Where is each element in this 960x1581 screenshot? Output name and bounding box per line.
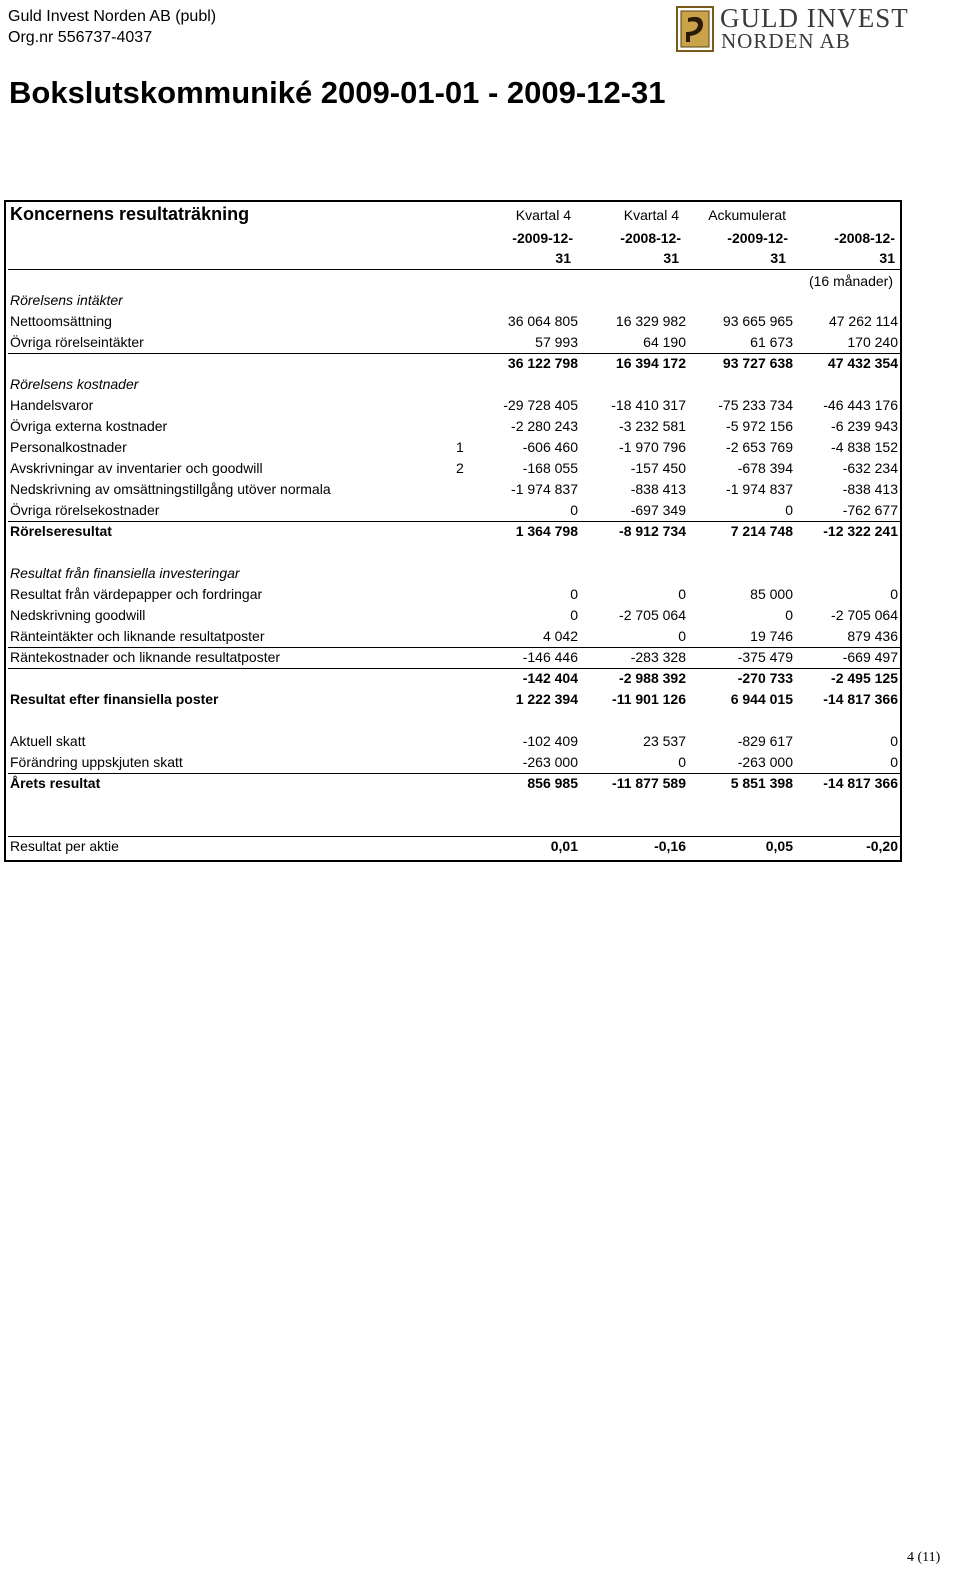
table-row — [8, 332, 900, 354]
row-value: 0 — [570, 586, 578, 602]
row-value: -829 617 — [737, 733, 793, 749]
row-value: 16 394 172 — [615, 355, 686, 371]
row-value: -102 409 — [522, 733, 578, 749]
row-value: -1 970 796 — [619, 439, 686, 455]
row-value: -157 450 — [630, 460, 686, 476]
row-value: 23 537 — [643, 733, 686, 749]
row-label: Avskrivningar av inventarier och goodwill — [10, 460, 263, 476]
row-label: Övriga externa kostnader — [10, 418, 168, 434]
row-value: 0 — [678, 628, 686, 644]
column-date-header: -2009-12- — [727, 230, 788, 246]
page-number: 4 (11) — [907, 1550, 941, 1565]
row-label: Övriga rörelseintäkter — [10, 334, 144, 350]
row-label: Rörelsens kostnader — [10, 376, 139, 392]
row-value: -8 912 734 — [619, 523, 686, 539]
row-value: 0,01 — [550, 838, 578, 854]
table-row — [8, 395, 900, 416]
table-row — [8, 374, 900, 395]
row-value: -12 322 241 — [823, 523, 898, 539]
table-row — [8, 542, 900, 563]
logo-text-line2: NORDEN AB — [721, 29, 851, 53]
column-date-header-line2: 31 — [879, 250, 895, 266]
row-value: -146 446 — [522, 649, 578, 665]
logo-emblem-icon — [676, 6, 714, 52]
row-value: -838 413 — [842, 481, 898, 497]
row-value: -142 404 — [522, 670, 578, 686]
row-value: -1 974 837 — [511, 481, 578, 497]
logo-text-line1: GULD INVEST — [720, 3, 909, 33]
row-value: -0,20 — [866, 838, 898, 854]
row-value: 47 432 354 — [827, 355, 898, 371]
document-title: Bokslutskommuniké 2009-01-01 - 2009-12-31 — [9, 75, 666, 110]
row-value: -2 988 392 — [619, 670, 686, 686]
row-value: 0 — [890, 586, 898, 602]
row-value: -263 000 — [737, 754, 793, 770]
table-row — [8, 668, 900, 689]
table-row — [8, 290, 900, 311]
row-label: Handelsvaror — [10, 397, 94, 413]
row-value: -375 479 — [737, 649, 793, 665]
row-value: -678 394 — [737, 460, 793, 476]
column-date-header: -2008-12- — [620, 230, 681, 246]
row-value: -1 974 837 — [726, 481, 793, 497]
column-date-header: -2009-12- — [512, 230, 573, 246]
row-label: Rörelseresultat — [10, 523, 112, 539]
row-value: -669 497 — [842, 649, 898, 665]
row-value: -2 495 125 — [831, 670, 898, 686]
row-value: -632 234 — [842, 460, 898, 476]
row-value: -2 280 243 — [511, 418, 578, 434]
table-heading: Koncernens resultaträkning — [10, 204, 250, 224]
table-row — [8, 773, 900, 794]
row-value: 93 665 965 — [722, 313, 793, 329]
row-label: Resultat per aktie — [10, 838, 119, 854]
company-name: Guld Invest Norden AB (publ) — [8, 8, 217, 25]
row-value: 47 262 114 — [828, 313, 898, 329]
row-value: 0 — [785, 607, 793, 623]
row-label: Övriga rörelsekostnader — [10, 502, 160, 518]
row-value: -263 000 — [522, 754, 578, 770]
row-label: Årets resultat — [10, 775, 101, 791]
table-row — [8, 689, 900, 710]
row-value: 1 222 394 — [515, 691, 578, 707]
column-group-header: Kvartal 4 — [623, 207, 679, 223]
table-row — [8, 500, 900, 522]
row-value: -606 460 — [522, 439, 578, 455]
period-note: (16 månader) — [808, 273, 893, 289]
row-label: Nedskrivning av omsättningstillgång utöver normala — [10, 481, 331, 497]
row-label: Personalkostnader — [10, 439, 127, 455]
table-row — [8, 731, 900, 752]
row-value: -2 705 064 — [831, 607, 898, 623]
row-value: 6 944 015 — [730, 691, 793, 707]
row-value: 0 — [570, 607, 578, 623]
row-value: -18 410 317 — [611, 397, 686, 413]
row-label: Rörelsens intäkter — [10, 292, 123, 308]
row-value: -270 733 — [737, 670, 793, 686]
row-value: 856 985 — [527, 775, 578, 791]
row-value: -14 817 366 — [823, 775, 898, 791]
table-row — [8, 752, 900, 774]
row-value: -697 349 — [630, 502, 686, 518]
row-value: -5 972 156 — [726, 418, 793, 434]
row-value: -75 233 734 — [718, 397, 793, 413]
column-date-header-line2: 31 — [770, 250, 786, 266]
org-number: Org.nr 556737-4037 — [8, 29, 153, 46]
table-row — [8, 836, 900, 857]
row-value: 64 190 — [643, 334, 686, 350]
row-value: 61 673 — [750, 334, 793, 350]
row-value: 0 — [890, 754, 898, 770]
column-group-header: Kvartal 4 — [515, 207, 571, 223]
row-value: -29 728 405 — [503, 397, 578, 413]
row-value: 36 064 805 — [507, 313, 578, 329]
row-label: Räntekostnader och liknande resultatposter — [10, 649, 281, 665]
column-date-header: -2008-12- — [834, 230, 895, 246]
row-value: -46 443 176 — [823, 397, 898, 413]
row-value: -283 328 — [630, 649, 686, 665]
column-group-header: Ackumulerat — [708, 207, 786, 223]
row-value: 36 122 798 — [507, 355, 578, 371]
row-value: 19 746 — [750, 628, 793, 644]
table-row — [8, 458, 900, 479]
row-value: -2 705 064 — [619, 607, 686, 623]
table-row — [8, 584, 900, 605]
row-value: 1 364 798 — [515, 523, 578, 539]
table-row — [8, 794, 900, 815]
table-row — [8, 815, 900, 837]
table-row — [8, 479, 900, 500]
row-value: -838 413 — [630, 481, 686, 497]
table-row — [8, 605, 900, 626]
header-divider — [8, 269, 900, 270]
row-label: Resultat från värdepapper och fordringar — [10, 586, 263, 602]
row-value: 0 — [678, 754, 686, 770]
row-label: Nettoomsättning — [10, 313, 112, 329]
row-value: 0,05 — [765, 838, 793, 854]
row-value: -14 817 366 — [823, 691, 898, 707]
income-statement-table — [4, 200, 902, 862]
row-label: Förändring uppskjuten skatt — [10, 754, 183, 770]
table-row — [8, 437, 900, 458]
row-value: -11 877 589 — [612, 775, 686, 791]
row-label: Ränteintäkter och liknande resultatposter — [10, 628, 265, 644]
row-value: 7 214 748 — [730, 523, 793, 539]
row-value: -0,16 — [654, 838, 686, 854]
row-value: 16 329 982 — [615, 313, 686, 329]
row-note: 2 — [456, 460, 464, 476]
table-row — [8, 311, 900, 332]
row-value: -3 232 581 — [619, 418, 686, 434]
row-value: 0 — [890, 733, 898, 749]
row-value: 0 — [570, 502, 578, 518]
row-label: Nedskrivning goodwill — [10, 607, 146, 623]
row-value: 0 — [678, 586, 686, 602]
column-date-header-line2: 31 — [663, 250, 679, 266]
row-value: -4 838 152 — [831, 439, 898, 455]
row-value: -762 677 — [842, 502, 898, 518]
row-value: 93 727 638 — [722, 355, 793, 371]
row-label: Resultat från finansiella investeringar — [10, 565, 240, 581]
table-row — [8, 416, 900, 437]
row-note: 1 — [456, 439, 464, 455]
table-row — [8, 647, 900, 669]
row-label: Resultat efter finansiella poster — [10, 691, 219, 707]
row-value: 879 436 — [847, 628, 898, 644]
row-value: -168 055 — [522, 460, 578, 476]
table-row — [8, 563, 900, 584]
row-value: -6 239 943 — [831, 418, 898, 434]
table-row — [8, 521, 900, 542]
row-value: 170 240 — [847, 334, 898, 350]
row-value: 85 000 — [750, 586, 793, 602]
row-value: 57 993 — [535, 334, 578, 350]
row-value: 5 851 398 — [730, 775, 793, 791]
table-row — [8, 353, 900, 374]
row-label: Aktuell skatt — [10, 733, 86, 749]
row-value: 4 042 — [542, 628, 578, 644]
table-row — [8, 710, 900, 731]
table-row — [8, 626, 900, 648]
row-value: -2 653 769 — [726, 439, 793, 455]
row-value: 0 — [785, 502, 793, 518]
row-value: -11 901 126 — [612, 691, 686, 707]
column-date-header-line2: 31 — [555, 250, 571, 266]
company-logo — [676, 3, 909, 54]
